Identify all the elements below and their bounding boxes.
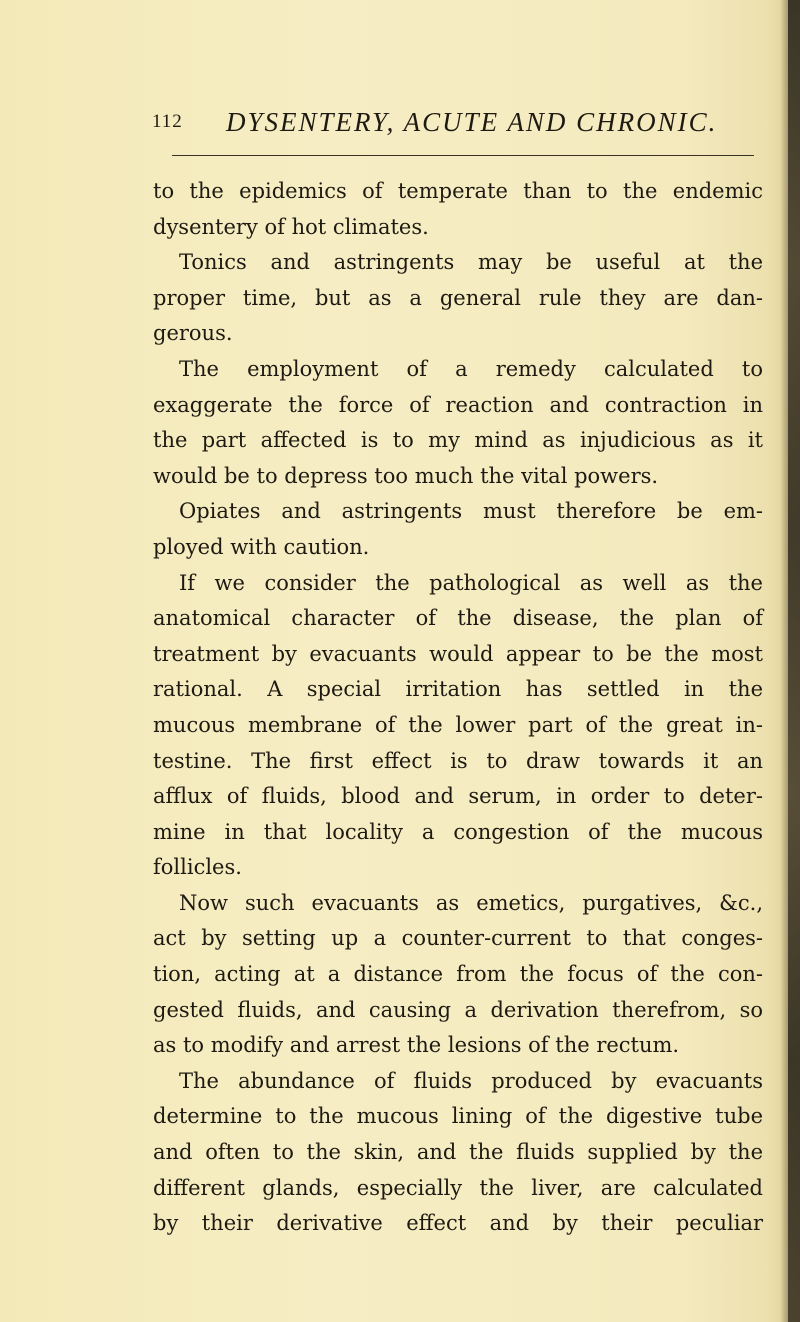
text-line: would be to depress too much the vital powers. xyxy=(153,463,659,488)
text-line: The employment of a remedy calculated to xyxy=(179,356,763,381)
text-line: rational. A special irritation has settled in the xyxy=(153,677,763,702)
text-line: different glands, especially the liver, are calculated xyxy=(153,1175,763,1200)
text-line: gerous. xyxy=(153,321,233,346)
text-line: If we consider the pathological as well as the xyxy=(179,570,763,595)
text-line: The abundance of fluids produced by evacuants xyxy=(179,1068,763,1093)
text-line: treatment by evacuants would appear to be the most xyxy=(153,641,763,666)
text-line: tion, acting at a distance from the focus of the con- xyxy=(153,962,763,987)
text-line: afflux of fluids, blood and serum, in order to deter- xyxy=(153,784,763,809)
text-line: act by setting up a counter-current to that conges- xyxy=(153,926,763,951)
text-line: ployed with caution. xyxy=(153,534,370,559)
text-line: gested fluids, and causing a derivation therefrom, so xyxy=(153,997,763,1022)
page-number: 112 xyxy=(152,111,183,132)
text-line: by their derivative effect and by their peculiar xyxy=(153,1211,763,1236)
page-edge xyxy=(788,0,800,1322)
text-line: Now such evacuants as emetics, purgatives, &c., xyxy=(179,890,763,915)
text-line: dysentery of hot climates. xyxy=(153,214,429,239)
header-rule xyxy=(172,155,754,156)
text-line: as to modify and arrest the lesions of the rectum. xyxy=(153,1033,680,1058)
text-line: follicles. xyxy=(153,855,242,880)
text-line: anatomical character of the disease, the plan of xyxy=(153,606,763,631)
text-line: and often to the skin, and the fluids supplied by the xyxy=(153,1140,763,1165)
text-line: testine. The first effect is to draw towards it an xyxy=(153,748,763,773)
running-head xyxy=(152,107,752,141)
text-line: exaggerate the force of reaction and contraction in xyxy=(153,392,763,417)
body-text xyxy=(153,174,763,1242)
text-line: proper time, but as a general rule they are dan- xyxy=(153,285,763,310)
text-line: mucous membrane of the lower part of the great in- xyxy=(153,712,763,737)
text-line: Opiates and astringents must therefore be em- xyxy=(179,499,763,524)
text-line: determine to the mucous lining of the digestive tube xyxy=(153,1104,763,1129)
running-title: DYSENTERY, ACUTE AND CHRONIC. xyxy=(226,107,718,137)
page-gutter-shadow xyxy=(780,0,788,1322)
text-line: mine in that locality a congestion of the mucous xyxy=(153,819,763,844)
text-line: to the epidemics of temperate than to the endemic xyxy=(153,179,763,203)
text-line: Tonics and astringents may be useful at the xyxy=(179,250,763,275)
text-line: the part affected is to my mind as injudicious as it xyxy=(153,428,763,453)
